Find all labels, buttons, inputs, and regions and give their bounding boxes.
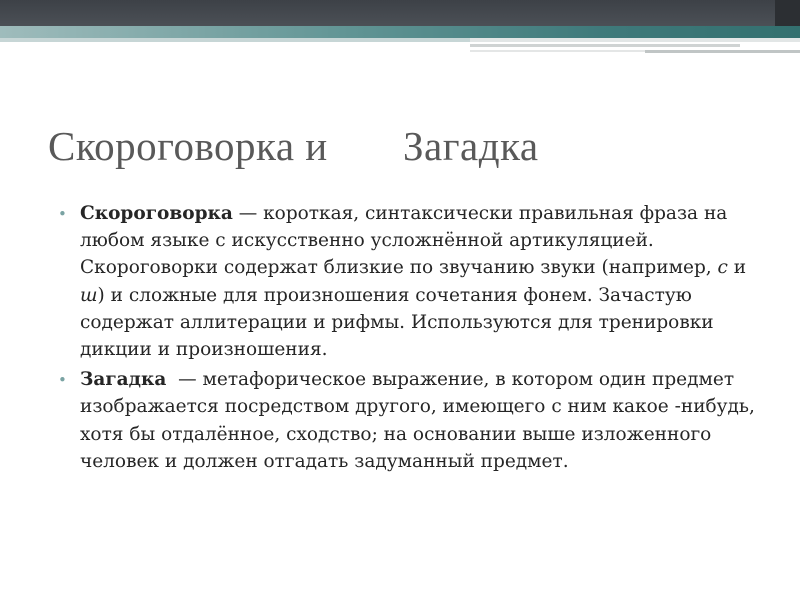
divider-line [470, 38, 800, 42]
term-label: Скороговорка [80, 203, 233, 224]
term-label: Загадка [80, 369, 167, 391]
divider-line [645, 50, 800, 53]
divider-line [470, 50, 645, 52]
bullet-item-riddle [58, 366, 768, 475]
divider-line [470, 44, 740, 47]
header-band [0, 0, 800, 26]
emphasis-letter: с [717, 257, 728, 279]
definition-text: и [727, 257, 747, 279]
emphasis-letter: ш [80, 284, 98, 306]
definition-text: — короткая, синтаксически правильная фраза на любом языке с искусственно усложнённой артикуляцией. Скороговорки содержат близкие по звучанию звуки (например, [80, 203, 728, 279]
bullet-list [58, 200, 768, 478]
bullet-item-tongue-twister [58, 200, 768, 363]
slide-title: Скороговорка и Загадка [48, 123, 539, 169]
definition-text: — метафорическое выражение, в котором один предмет изображается посредством другого, имеющего с ним какое -нибудь, хотя бы отдалённое, сходство; на основании выше изложенного человек и должен отгадать задуманный предмет. [80, 369, 761, 472]
accent-band [0, 26, 800, 38]
definition-text: ) и сложные для произношения сочетания фонем. Зачастую содержат аллитерации и рифмы. Используются для тренировки дикции и произношения. [80, 284, 714, 361]
divider-line [0, 38, 470, 42]
bullet-icon: • [58, 371, 67, 390]
header-band-corner [775, 0, 800, 26]
bullet-icon: • [58, 205, 67, 223]
